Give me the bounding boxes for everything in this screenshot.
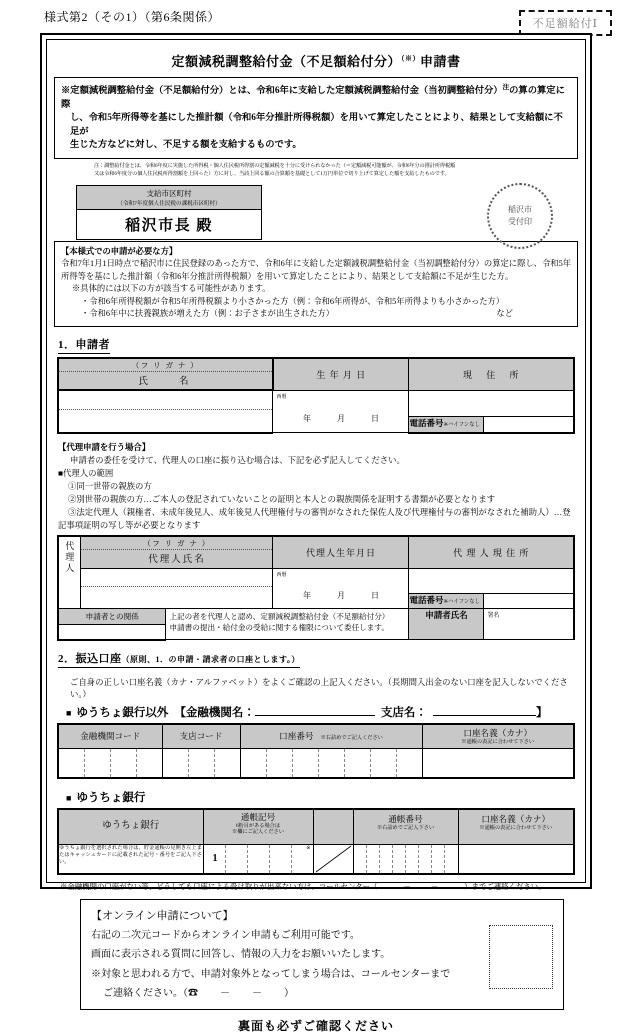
applicant-furigana-label: （フ リ ガ ナ ） — [59, 359, 272, 372]
applicant-birth-year-label: 年 — [302, 413, 311, 423]
yucho-symbol-star: ※ — [306, 845, 311, 851]
municipality-header-line2: （令和7年度個人住民税の課税市区町村） — [117, 201, 221, 208]
document-title-sup: （※） — [401, 54, 420, 63]
no-account-note-post: ）までご連絡ください。 — [464, 881, 546, 891]
back-side-notice: 裏面も必ずご確認ください — [237, 1018, 394, 1033]
proxy-name-input[interactable] — [81, 568, 273, 608]
proxy-furigana-label: （フ リ ガ ナ ） — [81, 537, 272, 550]
yucho-diagonal-cell — [313, 844, 353, 874]
yucho-holder-header — [458, 809, 574, 844]
definition-note-line2: し、令和5年所得等を基にした推計額（令和6年分推計所得税額）を用いて算定したことにより、結果として支給額に不足が — [70, 113, 563, 137]
online-line2: 画面に表示される質問に回答し、情報の入力をお願いいたします。 — [91, 949, 391, 961]
applicant-birth-month-label: 月 — [336, 413, 345, 423]
proxy-address-header-cell — [409, 536, 574, 569]
bank-code-header — [58, 724, 162, 749]
municipality-header — [77, 186, 261, 210]
proxy-item-2: ②別世帯の親族の方…ご本人の登記されていないことの証明と本人との親族関係を証明する書類が必要となります — [68, 494, 496, 504]
account-no-label-text: 口座番号 — [279, 730, 314, 741]
yucho-bank-header — [58, 809, 203, 844]
definition-note-line1 — [61, 83, 571, 112]
account-no-input[interactable] — [240, 749, 422, 779]
applicant-name-header-cell — [58, 358, 273, 391]
bank-code-label: 金融機関コード — [80, 730, 141, 741]
online-line4-pre: ご連絡ください。（ — [103, 988, 188, 1000]
yucho-heading — [66, 789, 578, 805]
eligibility-line2: 所得等を基にした推計額（令和6年分推計所得税額）を用いて算定したことにより、結果として支給額に不足が生じた方。 — [61, 271, 514, 281]
proxy-birth-year-label: 年 — [302, 590, 311, 600]
applicant-table — [57, 357, 575, 434]
proxy-birth-ymd — [273, 578, 408, 603]
yucho-holder-sub: ※通帳の表記に合わせて下さい — [479, 824, 553, 831]
applicant-tel-label: 電話番号 — [409, 417, 444, 428]
non-yucho-marker-icon: ■ — [66, 707, 72, 718]
proxy-relation-input[interactable] — [58, 624, 166, 640]
online-line1: 右記の二次元コードからオンライン申請もご利用可能です。 — [91, 929, 360, 941]
holder-name-label-text: 口座名義（カナ） — [463, 727, 533, 738]
account-no-sub: ※右詰めでご記入ください — [320, 734, 383, 741]
branch-code-label: 支店コード — [179, 730, 223, 741]
bank-name-input[interactable] — [255, 715, 375, 716]
bank-code-input[interactable] — [58, 749, 162, 779]
holder-name-header — [422, 724, 574, 749]
section-2-heading-main: 2．振込口座 — [58, 652, 122, 665]
account-no-header — [240, 724, 422, 749]
yucho-bank-label: ゆうちょ銀行 — [102, 821, 160, 831]
proxy-address-input[interactable] — [409, 568, 574, 593]
proxy-name-label: 代理人氏名 — [148, 554, 206, 565]
online-line4-dash1: － — [220, 988, 230, 1000]
online-application-box — [80, 899, 564, 1010]
non-yucho-label: ゆうちょ銀行以外 — [76, 706, 169, 719]
proxy-signature-label: 署名 — [487, 612, 500, 619]
proxy-relation-row — [58, 608, 574, 624]
proxy-tel-label-cell — [409, 593, 484, 608]
proxy-vertical-label-cell — [58, 536, 81, 609]
yucho-header-row — [58, 809, 574, 844]
applicant-birth-input[interactable] — [273, 390, 409, 433]
proxy-name-header-cell — [81, 536, 273, 569]
online-line4 — [91, 987, 553, 1001]
proxy-instructions — [58, 441, 578, 532]
yucho-symbol-sub2: ※欄にご記入ください — [232, 829, 284, 836]
proxy-birth-era-label: 西暦 — [276, 572, 287, 578]
applicant-address-input[interactable] — [409, 390, 574, 416]
yucho-symbol-input[interactable] — [203, 844, 313, 874]
proxy-address-label: 代 理 人 現 住 所 — [453, 547, 530, 558]
eligibility-bullet-tail: など — [496, 309, 513, 319]
holder-name-input[interactable] — [422, 749, 574, 779]
online-title: 【オンライン申請について】 — [91, 909, 234, 922]
yucho-symbol-label-text: 通帳記号 — [240, 812, 276, 822]
holder-name-sub: ※通帳の表記に合わせて下さい — [461, 738, 535, 745]
document-title — [54, 51, 578, 70]
benefit-type-tag: 不足額給付Ⅰ — [519, 10, 612, 36]
applicant-tel-sub: ※ハイフンなし — [443, 421, 480, 428]
non-yucho-header-row — [58, 724, 574, 749]
section-2-heading — [58, 650, 300, 668]
non-yucho-input-row — [58, 749, 574, 779]
eligibility-bullet-2-text: ・令和6年中に扶養親族が増えた方（例：お子さまが出生された方） — [81, 309, 335, 319]
proxy-tel-sub: ※ハイフンなし — [443, 598, 480, 605]
proxy-table — [57, 535, 575, 641]
proxy-title: 【代理申請を行う場合】 — [58, 442, 151, 452]
city-seal-row — [54, 183, 578, 239]
definition-note-line1-tail: の算の算定に際 — [61, 86, 565, 110]
footnote-adjustment — [54, 163, 578, 179]
proxy-tel-label: 電話番号 — [409, 594, 444, 605]
form-inner — [46, 39, 586, 1033]
no-account-dash-1: － — [403, 881, 411, 891]
yucho-input-row — [58, 844, 574, 874]
footnote-line1: 注：調整給付金とは、令和6年度に実施した所得税・個人住民税所得割の定額減税を十分に受けられなかった（＝定額減税可能額が、令和6年分の推計所得税額 — [94, 163, 456, 170]
applicant-birth-ymd — [273, 400, 408, 426]
eligibility-line1: 令和7年1月1日時点で稲沢市に住民登録のあった方で、令和6年に支給した定額減税調整給付金（当初調整給付分）の算定に際し、令和5年 — [61, 259, 572, 269]
top-row — [0, 0, 630, 36]
non-yucho-table — [57, 723, 575, 779]
eligibility-box — [54, 241, 578, 327]
proxy-line1: 申請者の委任を受けて、代理人の口座に振り込む場合は、下記を必ず記入してください。 — [70, 455, 405, 465]
yucho-number-input[interactable] — [353, 844, 458, 874]
yucho-holder-label — [459, 810, 574, 835]
proxy-birth-month-label: 月 — [336, 590, 345, 600]
proxy-birth-day-label: 日 — [370, 590, 379, 600]
applicant-birth-label: 生 年 月 日 — [316, 369, 367, 380]
document-title-tail: 申請書 — [420, 54, 461, 69]
definition-note-line1-text: ※定額減税調整給付金（不足額給付分）とは、令和6年に支給した定額減税調整給付金（当初調整給付分） — [61, 86, 503, 97]
proxy-item-3: ③法定代理人（親権者、未成年後見人、成年後見人代理権付与の審判がなされた保佐人及び代理権付与の審判がなされた補助人）…登 — [68, 507, 571, 517]
branch-name-input[interactable] — [433, 715, 536, 716]
applicant-value-row — [58, 390, 574, 416]
applicant-birth-header-cell — [273, 358, 409, 391]
definition-note-line3: 生じた方などに対し、不足する額を支給するものです。 — [70, 139, 302, 150]
definition-note-box — [54, 77, 578, 159]
online-line4-dash2: － — [252, 988, 262, 1000]
eligibility-bullet-2 — [61, 308, 571, 320]
applicant-tel-label-cell — [409, 416, 484, 433]
municipality-name: 稲沢市長 殿 — [125, 218, 213, 235]
yucho-symbol-label — [204, 810, 313, 838]
yucho-instruction-note: ゆうちょ銀行を選択された場合は、貯金通帳の見開き左上またはキャッシュカードに記載された記号・番号をご記入下さい。 — [58, 844, 203, 874]
receipt-stamp-line2: 受付印 — [508, 217, 532, 227]
diagonal-line-icon — [314, 845, 353, 873]
proxy-scope-title: ■代理人の範囲 — [58, 468, 114, 478]
proxy-consent-line1: 上記の者を代理人と認め、定額減税調整給付金（不足額給付分） — [169, 611, 390, 621]
yucho-holder-label-text: 口座名義（カナ） — [481, 814, 551, 824]
eligibility-bullet-1: ・令和6年所得税額が令和5年所得税額より小さかった方（例：令和6年所得が、令和5年所得よりも小さかった方） — [81, 296, 505, 306]
proxy-item-3b: 記事項証明の写し等が必要となります — [58, 520, 201, 530]
yucho-symbol-sub1: 6桁目がある場合は — [235, 822, 281, 829]
receipt-stamp-line1: 稲沢市 — [508, 205, 532, 215]
footnote-line2: 又は令和6年度分の個人住民税所得割額を上回った）方に対し、当該上回る額の合算額を基礎として1万円単位で切り上げて算定した額を支給したものです。 — [94, 171, 450, 178]
yucho-number-label — [354, 810, 458, 835]
proxy-signature-input[interactable] — [484, 608, 574, 640]
online-line4-post: ） — [284, 988, 294, 1000]
no-account-note-pre: ※金融機関の口座がない等、どうしても口座による受け取りが出来ない方は、コールセンター（ — [60, 881, 378, 891]
non-yucho-heading — [66, 704, 578, 720]
yucho-table — [57, 808, 575, 875]
eligibility-title: 【本様式での申請が必要な方】 — [61, 247, 178, 257]
proxy-consent-text — [166, 608, 409, 640]
branch-name-label: 支店名： — [380, 706, 427, 719]
yucho-number-sub: ※右詰めでご記入下さい — [376, 824, 435, 831]
proxy-applicant-name-label: 申請者氏名 — [409, 608, 484, 640]
yucho-prefix-digit: 1 — [212, 853, 218, 865]
yucho-number-header — [353, 809, 458, 844]
bank-account-note: ご自身の正しい口座名義（カナ・アルファベット）をよくご確認の上記入ください。（長期間入出金のない口座を記入しないでください。） — [70, 677, 568, 699]
account-no-label — [241, 725, 422, 748]
receipt-stamp-icon — [487, 183, 553, 249]
proxy-item-1: ①同一世帯の親族の方 — [68, 481, 152, 491]
definition-note-sup: 注 — [502, 84, 510, 91]
proxy-birth-label: 代理人生年月日 — [305, 547, 376, 558]
applicant-birth-era-label: 西暦 — [276, 394, 287, 400]
yucho-symbol-header — [203, 809, 313, 844]
applicant-birth-day-label: 日 — [370, 413, 379, 423]
proxy-header-row — [58, 536, 574, 569]
yucho-holder-input[interactable] — [458, 844, 574, 874]
proxy-value-row — [58, 568, 574, 593]
proxy-tel-input[interactable] — [484, 593, 574, 608]
qr-code-placeholder — [489, 925, 553, 989]
branch-code-input[interactable] — [162, 749, 240, 779]
proxy-birth-header-cell — [273, 536, 409, 569]
document-title-main: 定額減税調整給付金（不足額給付分） — [171, 54, 401, 69]
proxy-vertical-label: 代理人 — [64, 540, 75, 574]
municipality-box — [76, 185, 262, 240]
applicant-address-header-cell — [409, 358, 574, 391]
non-yucho-bracket-close: 】 — [535, 706, 548, 719]
non-yucho-bracket-open: 【金融機関名： — [174, 706, 255, 719]
municipality-header-line1: 支給市区町村 — [146, 189, 192, 199]
holder-name-label — [423, 725, 574, 748]
no-account-note — [60, 881, 578, 892]
yucho-marker-icon: ■ — [66, 793, 72, 803]
telephone-icon: ☎ — [188, 988, 198, 1000]
section-2-heading-sub: （原則、1．の申請・請求者の口座とします。） — [121, 654, 300, 664]
applicant-name-input[interactable] — [58, 390, 273, 433]
online-line3: ※対象と思われる方で、申請対象外となってしまう場合は、コールセンターまで — [91, 968, 451, 980]
applicant-tel-input[interactable] — [484, 416, 574, 433]
proxy-birth-input[interactable] — [273, 568, 409, 608]
applicant-header-row — [58, 358, 574, 391]
no-account-dash-2: － — [430, 881, 439, 891]
yucho-number-label-text: 通帳番号 — [388, 814, 423, 824]
eligibility-line3: ※具体的には以下の方が該当する可能性があります。 — [72, 284, 271, 294]
proxy-consent-line2: 申請書の提出・給付金の受給に関する権限について委任します。 — [169, 623, 389, 633]
section-1-heading: 1．申請者 — [58, 336, 110, 354]
applicant-address-label: 現 住 所 — [462, 369, 520, 380]
yucho-label: ゆうちょ銀行 — [76, 792, 146, 804]
yucho-divider-header — [313, 809, 353, 844]
form-frame — [40, 33, 592, 1033]
form-number: 様式第2（その1）（第6条関係） — [44, 10, 221, 24]
branch-code-header — [162, 724, 240, 749]
applicant-name-label: 氏 名 — [138, 376, 193, 387]
proxy-relation-label: 申請者との関係 — [58, 608, 166, 624]
